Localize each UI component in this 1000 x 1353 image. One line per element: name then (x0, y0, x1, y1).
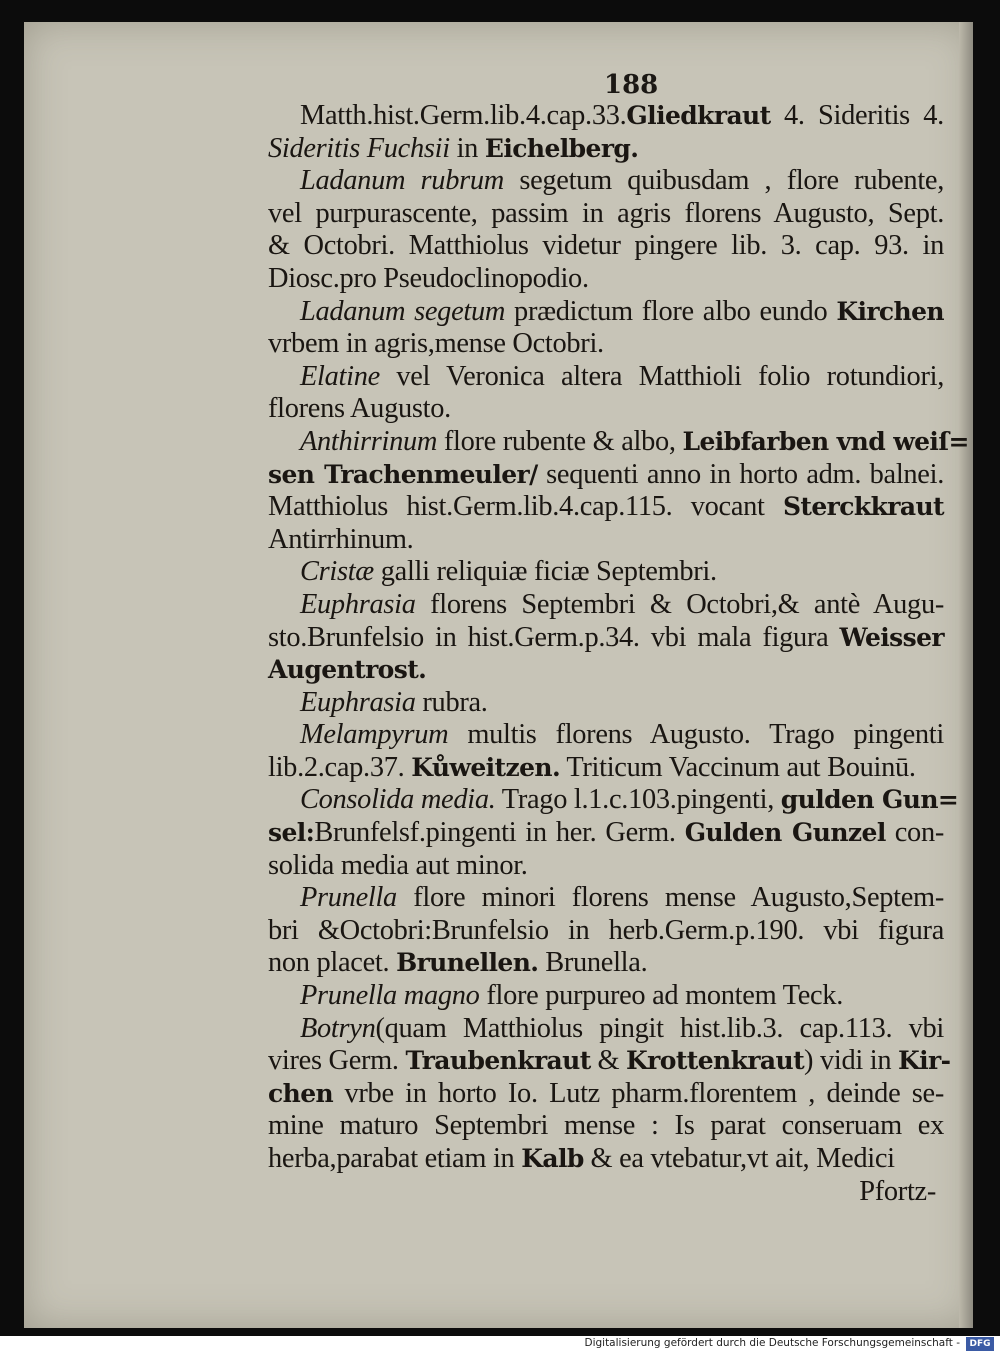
text-run: herba,parabat etiam in (268, 1143, 522, 1174)
paragraph (268, 556, 944, 589)
text-run: & (590, 1045, 627, 1077)
german-name: gulden Gun= (780, 785, 959, 815)
footer-credit: Digitalisierung gefördert durch die Deutsche Forschungsgemeinschaft - (584, 1337, 960, 1349)
latin-term: Ladanum rubrum (300, 165, 504, 197)
paragraph (268, 425, 969, 556)
paragraph (268, 980, 944, 1013)
text-run: galli reliquiæ ficiæ Septembri. (373, 556, 717, 588)
text-line (268, 263, 944, 296)
latin-term: Melampyrum (300, 719, 449, 751)
text-line (268, 1078, 944, 1111)
text-line (268, 915, 944, 948)
latin-term: Elatine (300, 360, 380, 392)
text-run: con- (885, 817, 945, 849)
german-name: Kalb (521, 1144, 584, 1173)
text-run: flore purpureo ad montem Teck. (479, 980, 843, 1012)
text-run: florens Augusto. (268, 393, 451, 425)
german-name: Kir- (898, 1046, 951, 1076)
latin-term: Botryn (300, 1012, 376, 1044)
german-name: chen (268, 1078, 334, 1108)
paragraph (268, 296, 944, 361)
paragraph (268, 589, 944, 687)
text-block (268, 100, 969, 1208)
text-line (268, 361, 944, 394)
text-line (268, 882, 944, 915)
text-run: vrbe in horto Io. Lutz pharm.florentem , deinde se- (333, 1077, 944, 1109)
text-run: flore minori florens mense Augusto,Septem- (396, 882, 944, 914)
paragraph (268, 165, 944, 295)
text-line (268, 165, 944, 198)
text-run: & ea vtebatur,vt ait, Medici (583, 1143, 895, 1174)
text-line (268, 1110, 944, 1143)
text-run: flore rubente & albo, (437, 425, 683, 457)
german-name: Brunellen. (396, 948, 539, 978)
german-name: Leibfarben vnd weiſ= (682, 426, 969, 456)
latin-term: Euphrasia (300, 588, 416, 620)
latin-term: Ladanum segetum (300, 295, 506, 327)
paragraph (268, 882, 944, 980)
german-name: sel: (268, 818, 315, 848)
text-line (268, 100, 944, 133)
german-name: Gulden Gunzel (684, 818, 886, 848)
text-run: Antirrhinum. (268, 523, 414, 555)
latin-term: Prunella magno (300, 980, 480, 1012)
text-run: Diosc.pro Pseudoclinopodio. (268, 262, 589, 294)
paragraph (268, 784, 959, 882)
text-line (268, 817, 944, 850)
german-name: sen Trachenmeuler/ (268, 459, 538, 489)
text-line (268, 980, 944, 1013)
paragraph (268, 1012, 951, 1176)
text-line (268, 589, 944, 622)
german-name: Krottenkraut (626, 1046, 805, 1076)
text-run: sto.Brunfelsio in hist.Germ.p.34. vbi mala figura (268, 621, 840, 653)
text-run: sequenti anno in horto adm. balnei. (537, 458, 944, 490)
text-run: Brunfelsf.pingenti in her. Germ. (314, 817, 685, 849)
text-run: (quam Matthiolus pingit hist.lib.3. cap.113. vbi (375, 1012, 944, 1044)
text-line (268, 752, 944, 785)
text-run: bri &Octobri:Brunfelsio in herb.Germ.p.190. vbi figura (268, 914, 944, 946)
german-name: Kůweitzen. (411, 752, 561, 782)
paragraph (268, 687, 944, 720)
text-line (268, 1013, 944, 1046)
latin-term: Prunella (300, 882, 397, 914)
text-run: vrbem in agris,mense Octobri. (268, 328, 604, 360)
text-run: segetum quibusdam , flore rubente, (503, 165, 944, 197)
text-line (268, 654, 944, 687)
text-run: in (449, 132, 485, 164)
text-line (268, 947, 944, 980)
text-line (268, 491, 944, 524)
text-line (268, 328, 944, 361)
text-run: non placet. (268, 947, 397, 979)
text-line (268, 296, 944, 329)
german-name: Traubenkraut (405, 1046, 591, 1076)
footer-bar (0, 1336, 1000, 1353)
text-run: 4. Sideritis 4. (770, 100, 944, 131)
text-line (268, 425, 969, 459)
text-line (268, 459, 944, 492)
text-line (268, 230, 944, 263)
page-edge (959, 22, 973, 1328)
latin-term: Anthirrinum (300, 425, 438, 457)
latin-term: Euphrasia (300, 686, 416, 718)
text-line (268, 198, 944, 231)
text-run: prædictum flore albo eundo (505, 295, 837, 327)
text-run: Brunella. (538, 947, 648, 979)
text-run: ) vidi in (804, 1045, 899, 1077)
text-line (268, 1045, 951, 1078)
paragraph (268, 719, 944, 784)
paragraph (268, 100, 944, 165)
text-run: vires Germ. (268, 1045, 406, 1077)
german-name: Sterckkraut (782, 492, 944, 522)
text-run: florens Septembri & Octobri,& antè Augu- (415, 588, 944, 620)
german-name: Weisser (839, 622, 944, 652)
text-run: & Octobri. Matthiolus videtur pingere lib. 3. cap. 93. in (268, 230, 944, 262)
text-run: vel purpurascente, passim in agris florens Augusto, Sept. (268, 197, 944, 229)
german-name: Eichelberg. (484, 133, 639, 163)
paragraph (268, 361, 944, 426)
latin-term: Consolida media. (300, 784, 496, 816)
text-line (268, 556, 944, 589)
text-line (268, 1143, 944, 1176)
text-line (268, 687, 944, 720)
text-run: Matth.hist.Germ.lib.4.cap.33. (300, 100, 627, 131)
text-run: multis florens Augusto. Trago pingenti (448, 719, 944, 751)
text-run: Matthiolus hist.Germ.lib.4.cap.115. vocant (268, 491, 783, 523)
text-line (268, 393, 944, 426)
text-line (268, 622, 944, 655)
text-line (268, 719, 944, 752)
text-run: rubra. (415, 686, 488, 718)
german-name: Gliedkraut (626, 101, 771, 130)
german-name: Kirchen (836, 296, 944, 326)
text-line (268, 524, 944, 557)
text-line (268, 850, 944, 883)
text-line (268, 784, 959, 817)
text-run: vel Veronica altera Matthioli folio rotundiori, (379, 360, 944, 392)
dfg-logo: DFG (966, 1337, 994, 1351)
german-name: Augentrost. (268, 655, 427, 685)
latin-term: Sideritis Fuchsii (268, 132, 450, 164)
text-line (268, 133, 944, 166)
text-run: Triticum Vaccinum aut Bouinū. (560, 751, 916, 783)
text-run: mine maturo Septembri mense : Is parat conseruam ex (268, 1110, 944, 1142)
latin-term: Cristæ (300, 556, 374, 588)
text-run: solida media aut minor. (268, 849, 528, 881)
text-run: lib.2.cap.37. (268, 751, 412, 783)
text-run: Trago l.1.c.103.pingenti, (495, 784, 781, 816)
page-number: 188 (604, 70, 659, 100)
catchword: Pfortz- (859, 1175, 936, 1207)
